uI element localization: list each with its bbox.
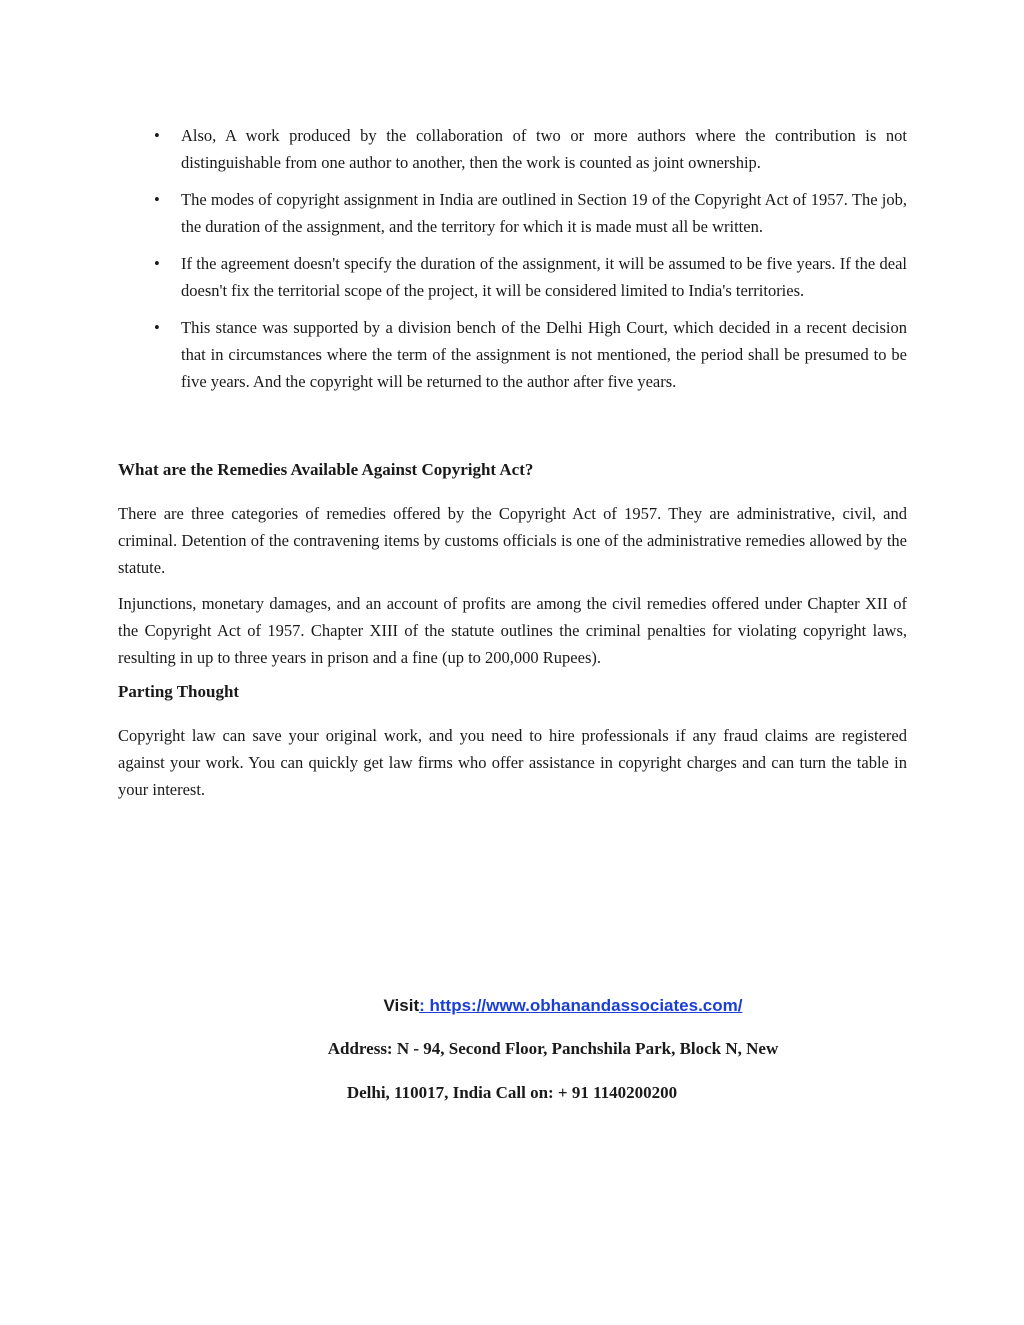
bullet-text: This stance was supported by a division bench of the Delhi High Court, which decided in a recent decision that in circumstances where the term of the assignment is not mentioned, the period shall be presumed to be five years. And the copyright will be returned to the author after five years. <box>181 318 907 391</box>
bullet-text: If the agreement doesn't specify the duration of the assignment, it will be assumed to be five years. If the deal doesn't fix the territorial scope of the project, it will be considered limited to India's territories. <box>181 254 907 300</box>
bullet-dot: • <box>154 318 160 337</box>
bullet-dot: • <box>154 190 160 209</box>
bullet-item-duration <box>118 250 907 304</box>
parting-heading: Parting Thought <box>118 682 240 701</box>
bullet-list <box>118 122 907 405</box>
bullet-text: Also, A work produced by the collaboration of two or more authors where the contribution is not distinguishable from one author to another, then the work is counted as joint ownership. <box>181 126 907 172</box>
parting-section <box>118 678 907 803</box>
visit-label: Visit <box>383 996 420 1015</box>
bullet-item-joint-ownership <box>118 122 907 176</box>
bullet-dot: • <box>154 254 160 273</box>
address-line-1: Address: N - 94, Second Floor, Panchshila Park, Block N, New <box>327 1039 779 1058</box>
bullet-item-section-19 <box>118 186 907 240</box>
bullet-dot: • <box>154 126 160 145</box>
remedies-paragraph-1: There are three categories of remedies offered by the Copyright Act of 1957. They are administrative, civil, and criminal. Detention of the contravening items by customs officials is one of the administrative remedies allowed by the statute. <box>118 504 907 577</box>
address-line-2: Delhi, 110017, India Call on: + 91 1140200200 <box>346 1083 678 1102</box>
website-link[interactable]: : https://www.obhanandassociates.com/ <box>419 996 743 1015</box>
remedies-heading: What are the Remedies Available Against Copyright Act? <box>118 460 534 479</box>
remedies-paragraph-2: Injunctions, monetary damages, and an account of profits are among the civil remedies offered under Chapter XII of the Copyright Act of 1957. Chapter XIII of the statute outlines the criminal penalties for violating copyright laws, resulting in up to three years in prison and a fine (up to 200,000 Rupees). <box>118 594 907 667</box>
bullet-text: The modes of copyright assignment in India are outlined in Section 19 of the Copyright Act of 1957. The job, the duration of the assignment, and the territory for which it is made must all be written. <box>181 190 907 236</box>
parting-paragraph: Copyright law can save your original work, and you need to hire professionals if any fraud claims are registered against your work. You can quickly get law firms who offer assistance in copyright charges and can turn the table in your interest. <box>118 726 907 799</box>
remedies-section <box>118 456 907 671</box>
footer-visit-line <box>0 993 1024 1019</box>
bullet-item-delhi-high-court <box>118 314 907 395</box>
